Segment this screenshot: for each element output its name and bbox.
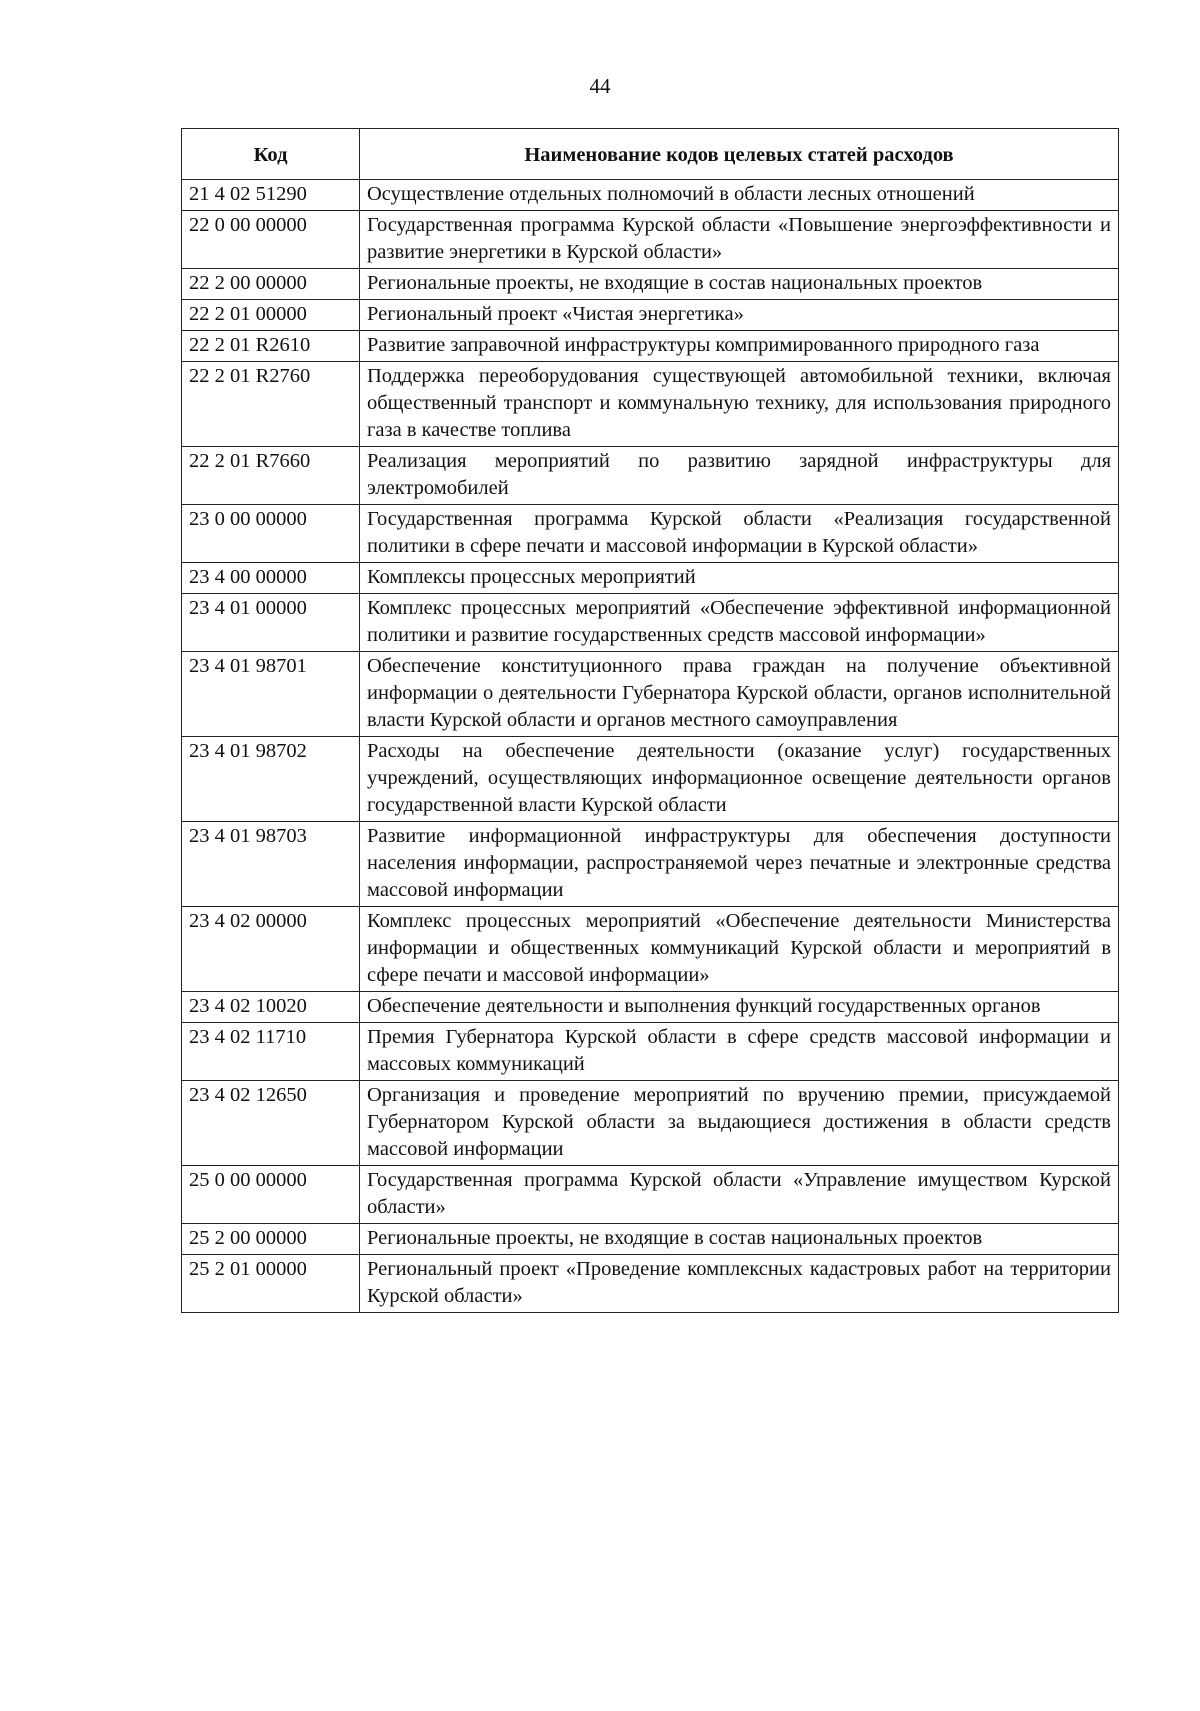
name-cell: Организация и проведение мероприятий по вручению премии, присуждаемой Губернатором Курской области за выдающиеся достижения в области средств массовой информации — [360, 1081, 1119, 1166]
code-cell: 25 2 00 00000 — [182, 1224, 360, 1255]
name-cell: Обеспечение конституционного права граждан на получение объективной информации о деятельности Губернатора Курской области, органов исполнительной власти Курской области и органов местного самоуправления — [360, 652, 1119, 737]
name-cell: Расходы на обеспечение деятельности (оказание услуг) государственных учреждений, осуществляющих информационное освещение деятельности органов государственной власти Курской области — [360, 737, 1119, 822]
table-row — [182, 563, 1119, 594]
name-cell: Региональные проекты, не входящие в состав национальных проектов — [360, 269, 1119, 300]
code-cell: 23 4 00 00000 — [182, 563, 360, 594]
code-cell: 23 4 01 98701 — [182, 652, 360, 737]
name-cell: Региональный проект «Чистая энергетика» — [360, 300, 1119, 331]
name-cell: Комплексы процессных мероприятий — [360, 563, 1119, 594]
table-row — [182, 1224, 1119, 1255]
code-cell: 22 0 00 00000 — [182, 211, 360, 269]
name-cell: Реализация мероприятий по развитию зарядной инфраструктуры для электромобилей — [360, 447, 1119, 505]
table-row — [182, 505, 1119, 563]
code-cell: 22 2 01 R2760 — [182, 362, 360, 447]
table-row — [182, 594, 1119, 652]
table-row — [182, 1081, 1119, 1166]
table-row — [182, 362, 1119, 447]
table-row — [182, 447, 1119, 505]
code-cell: 25 0 00 00000 — [182, 1166, 360, 1224]
code-cell: 23 4 02 00000 — [182, 907, 360, 992]
table-row — [182, 1166, 1119, 1224]
page-number: 44 — [589, 74, 611, 98]
code-cell: 21 4 02 51290 — [182, 180, 360, 211]
header-code: Код — [182, 129, 360, 180]
table-header-row — [182, 129, 1119, 180]
table-row — [182, 907, 1119, 992]
name-cell: Региональный проект «Проведение комплексных кадастровых работ на территории Курской области» — [360, 1255, 1119, 1313]
code-cell: 23 4 01 98703 — [182, 822, 360, 907]
name-cell: Обеспечение деятельности и выполнения функций государственных органов — [360, 992, 1119, 1023]
code-cell: 23 4 02 12650 — [182, 1081, 360, 1166]
code-cell: 22 2 01 R2610 — [182, 331, 360, 362]
code-cell: 23 0 00 00000 — [182, 505, 360, 563]
code-cell: 22 2 01 00000 — [182, 300, 360, 331]
code-cell: 23 4 01 00000 — [182, 594, 360, 652]
table-row — [182, 211, 1119, 269]
table-row — [182, 652, 1119, 737]
table-row — [182, 822, 1119, 907]
table-row — [182, 180, 1119, 211]
name-cell: Комплекс процессных мероприятий «Обеспечение деятельности Министерства информации и общественных коммуникаций Курской области и мероприятий в сфере печати и массовой информации» — [360, 907, 1119, 992]
name-cell: Развитие заправочной инфраструктуры компримированного природного газа — [360, 331, 1119, 362]
code-cell: 23 4 02 10020 — [182, 992, 360, 1023]
table-row — [182, 737, 1119, 822]
name-cell: Государственная программа Курской области «Повышение энергоэффективности и развитие энергетики в Курской области» — [360, 211, 1119, 269]
code-cell: 25 2 01 00000 — [182, 1255, 360, 1313]
code-cell: 22 2 01 R7660 — [182, 447, 360, 505]
table-row — [182, 1255, 1119, 1313]
name-cell: Государственная программа Курской области «Управление имуществом Курской области» — [360, 1166, 1119, 1224]
name-cell: Государственная программа Курской области «Реализация государственной политики в сфере печати и массовой информации в Курской области» — [360, 505, 1119, 563]
name-cell: Осуществление отдельных полномочий в области лесных отношений — [360, 180, 1119, 211]
code-cell: 23 4 02 11710 — [182, 1023, 360, 1081]
name-cell: Комплекс процессных мероприятий «Обеспечение эффективной информационной политики и развитие государственных средств массовой информации» — [360, 594, 1119, 652]
table-row — [182, 331, 1119, 362]
header-name: Наименование кодов целевых статей расходов — [360, 129, 1119, 180]
name-cell: Развитие информационной инфраструктуры для обеспечения доступности населения информации, распространяемой через печатные и электронные средства массовой информации — [360, 822, 1119, 907]
code-cell: 22 2 00 00000 — [182, 269, 360, 300]
table-row — [182, 300, 1119, 331]
target-expense-codes-table — [181, 128, 1119, 1313]
name-cell: Премия Губернатора Курской области в сфере средств массовой информации и массовых коммуникаций — [360, 1023, 1119, 1081]
code-cell: 23 4 01 98702 — [182, 737, 360, 822]
name-cell: Поддержка переоборудования существующей автомобильной техники, включая общественный транспорт и коммунальную технику, для использования природного газа в качестве топлива — [360, 362, 1119, 447]
table-row — [182, 992, 1119, 1023]
table-row — [182, 269, 1119, 300]
table-row — [182, 1023, 1119, 1081]
name-cell: Региональные проекты, не входящие в состав национальных проектов — [360, 1224, 1119, 1255]
